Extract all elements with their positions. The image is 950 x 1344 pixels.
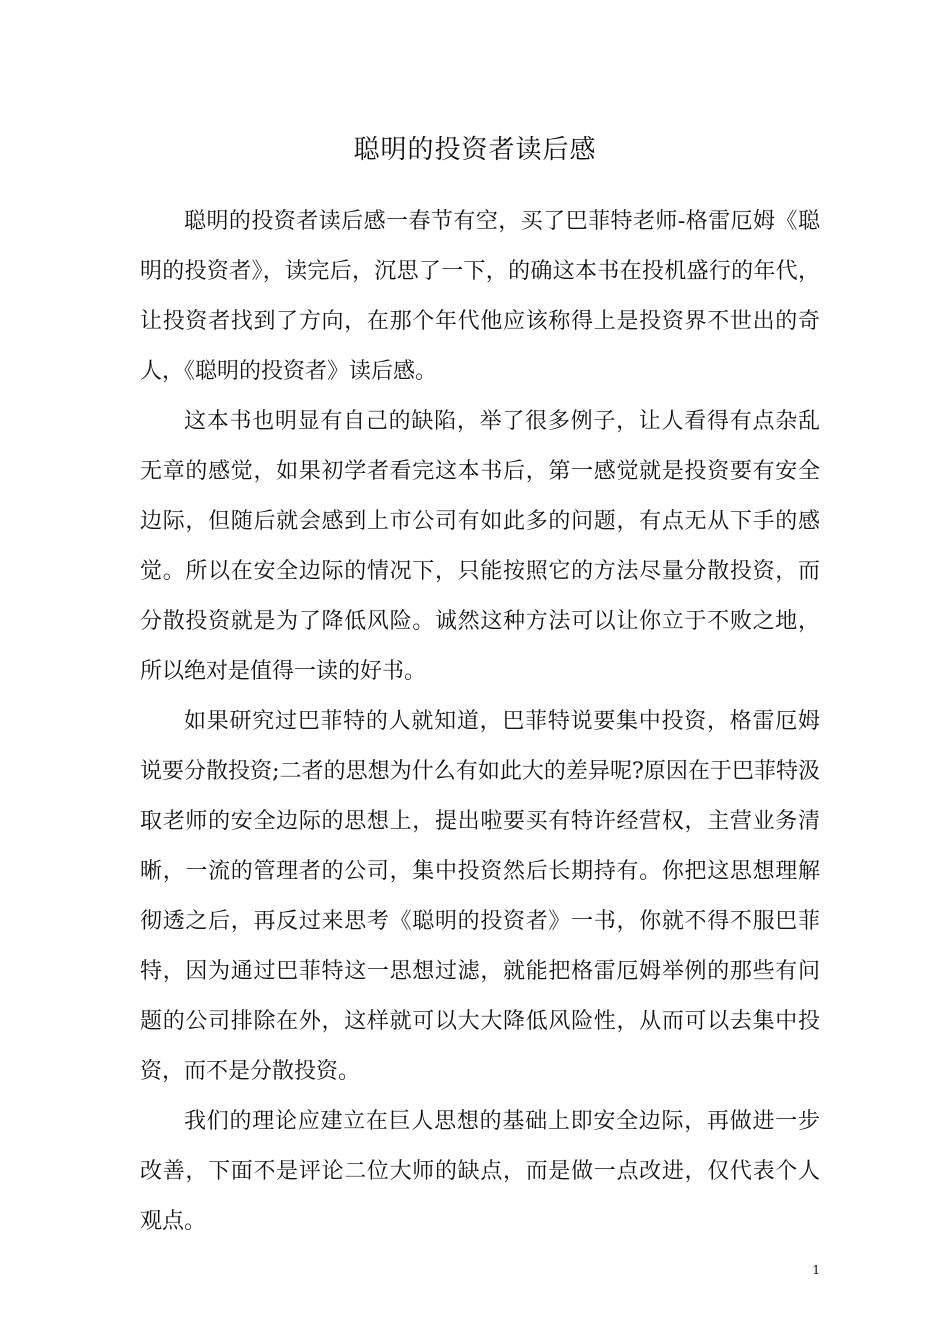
paragraph-4: 我们的理论应建立在巨人思想的基础上即安全边际，再做进一步改善，下面不是评论二位大师的缺点，而是做一点改进，仅代表个人观点。	[140, 1109, 820, 1234]
paragraph-1: 聪明的投资者读后感一春节有空，买了巴菲特老师-格雷厄姆《聪明的投资者》，读完后，沉思了一下，的确这本书在投机盛行的年代，让投资者找到了方向，在那个年代他应该称得上是投资界不世出的奇人，《聪明的投资者》读后感。	[140, 209, 820, 384]
page-number: 1	[812, 1263, 820, 1277]
paragraph-2: 这本书也明显有自己的缺陷，举了很多例子，让人看得有点杂乱无章的感觉，如果初学者看完这本书后，第一感觉就是投资要有安全边际，但随后就会感到上市公司有如此多的问题，有点无从下手的感觉。所以在安全边际的情况下，只能按照它的方法尽量分散投资，而分散投资就是为了降低风险。诚然这种方法可以让你立于不败之地，所以绝对是值得一读的好书。	[140, 409, 820, 684]
document-body	[140, 197, 820, 1247]
paragraph-3: 如果研究过巴菲特的人就知道，巴菲特说要集中投资，格雷厄姆说要分散投资;二者的思想为什么有如此大的差异呢?原因在于巴菲特汲取老师的安全边际的思想上，提出啦要买有特许经营权，主营业务清晰，一流的管理者的公司，集中投资然后长期持有。你把这思想理解彻透之后，再反过来思考《聪明的投资者》一书，你就不得不服巴菲特，因为通过巴菲特这一思想过滤，就能把格雷厄姆举例的那些有问题的公司排除在外，这样就可以大大降低风险性，从而可以去集中投资，而不是分散投资。	[140, 709, 820, 1084]
page-title: 聪明的投资者读后感	[353, 135, 597, 165]
